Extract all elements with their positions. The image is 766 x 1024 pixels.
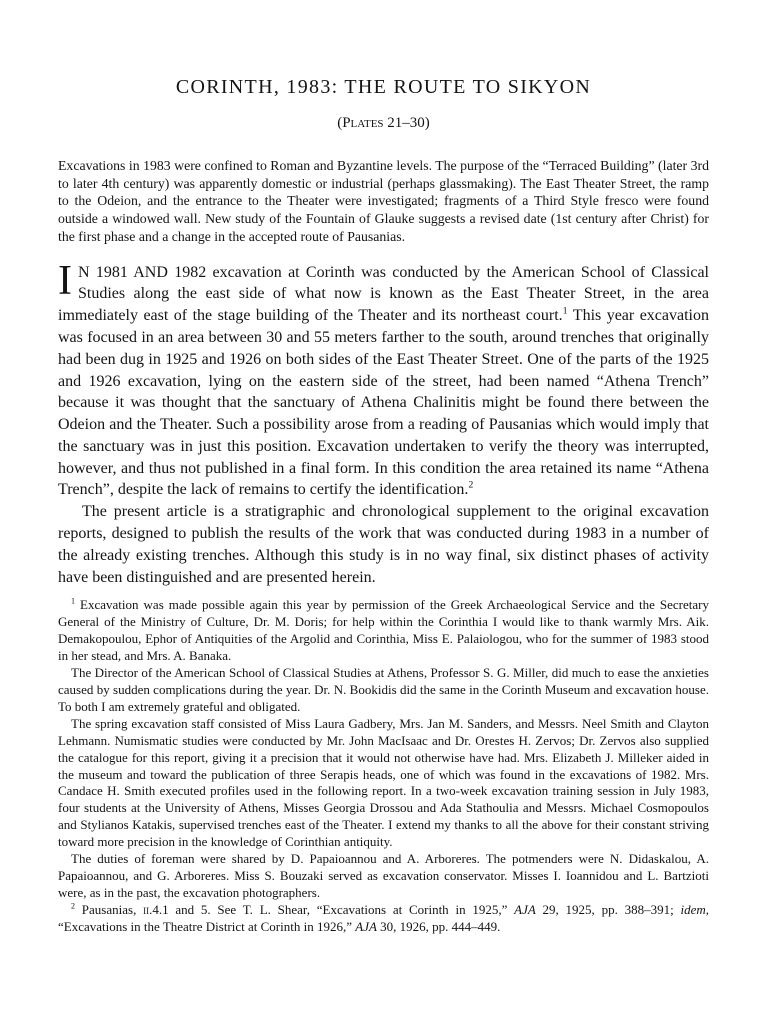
plates-line: (Plates 21–30): [337, 115, 430, 131]
article-body: [58, 257, 709, 589]
footnote-section: [58, 597, 709, 935]
body-paragraph-1-text: N 1981 AND 1982 excavation at Corinth was conducted by the American School of Classical Studies along the east side of what now is known as the East Theater Street, in the area immediately east of the stage building of the Theater and its northeast court.$^1$ This year excavation was focused in an area between 30 and 55 meters farther to the south, around trenches that originally had been dug in 1925 and 1926 on both sides of the East Theater Street. One of the parts of the 1925 and 1926 excavation, lying on the eastern side of the street, had been named “Athena Trench” because it was thought that the sanctuary of Athena Chalinitis might be found there between the Odeion and the Theater. Such a possibility arose from a reading of Pausanias which would imply that the sanctuary was in just this position. Excavation undertaken to verify the theory was interrupted, however, and thus not published in a final form. In this condition the area retained its name “Athena Trench”, despite the lack of remains to certify the identification.$^2$: [58, 263, 709, 499]
footnote-paragraph-2: The Director of the American School of Classical Studies at Athens, Professor S. G. Miller, did much to ease the anxieties caused by sudden complications during the year. Dr. N. Bookidis did the same in the Corinth Museum and excavation house. To both I am extremely grateful and obligated.: [58, 665, 709, 714]
footnote-paragraph-4: The duties of foreman were shared by D. Papaioannou and A. Arboreres. The potmenders were N. Didaskalou, A. Papaioannou, and G. Arboreres. Miss S. Bouzaki served as excavation conservator. Misses I. Ioannidou and L. Bartzioti were, as in the past, the excavation photographers.: [58, 851, 709, 900]
body-paragraph-1: [58, 257, 709, 502]
footnote-paragraph-1: $^1$ Excavation was made possible again this year by permission of the Greek Archaeological Service and the Secretary General of the Ministry of Culture, Dr. M. Doris; for help within the Corinthia I would like to thank warmly Mrs. Aik. Demakopoulou, Ephor of Antiquities of the Argolid and Corinthia, Miss E. Palaiologou, who for the summer of 1983 stood in her stead, and Mrs. A. Banaka.: [58, 597, 709, 664]
abstract-paragraph: Excavations in 1983 were confined to Roman and Byzantine levels. The purpose of the “Terraced Building” (later 3rd to later 4th century) was apparently domestic or industrial (perhaps glassmaking). The East Theater Street, the ramp to the Odeion, and the entrance to the Theater were investigated; fragments of a Third Style fresco were found outside a windowed wall. New study of the Fountain of Glauke suggests a revised date (1st century after Christ) for the first phase and a change in the accepted route of Pausanias.: [58, 158, 709, 244]
article-title: CORINTH, 1983: THE ROUTE TO SIKYON: [175, 76, 592, 98]
body-paragraph-2: The present article is a stratigraphic and chronological supplement to the original excavation reports, designed to publish the results of the work that was conducted during 1983 in a number of the already existing trenches. Although this study is in no way final, six distinct phases of activity have been distinguished and are presented herein.: [58, 503, 709, 586]
footnote-paragraph-5: $^2$ Pausanias, ii.4.1 and 5. See T. L. Shear, “Excavations at Corinth in 1925,” AJA 29, 1925, pp. 388–391; idem, “Excavations in the Theatre District at Corinth in 1926,” AJA 30, 1926, pp. 444–449.: [58, 901, 709, 934]
drop-cap-initial: I: [58, 257, 72, 304]
footnote-paragraph-3: The spring excavation staff consisted of Miss Laura Gadbery, Mrs. Jan M. Sanders, and Messrs. Neel Smith and Clayton Lehmann. Numismatic studies were conducted by Mr. John MacIsaac and Dr. Orestes H. Zervos; Dr. Zervos also supplied the catalogue for this report, giving it a precision that it would not otherwise have had. Mrs. Elizabeth J. Milleker aided in the museum and toward the publication of three Serapis heads, one of which was found in the excavations of 1982. Mrs. Candace H. Smith executed profiles used in the following report. In a two-week excavation training session in July 1983, four students at the University of Athens, Misses Georgia Drossou and Ada Stathoulia and Messrs. Michael Cosmopoulos and Stylianos Katakis, supervised trenches east of the Theater. I extend my thanks to all the above for their constant striving toward more precision in the knowledge of Corinthian antiquity.: [58, 715, 709, 850]
